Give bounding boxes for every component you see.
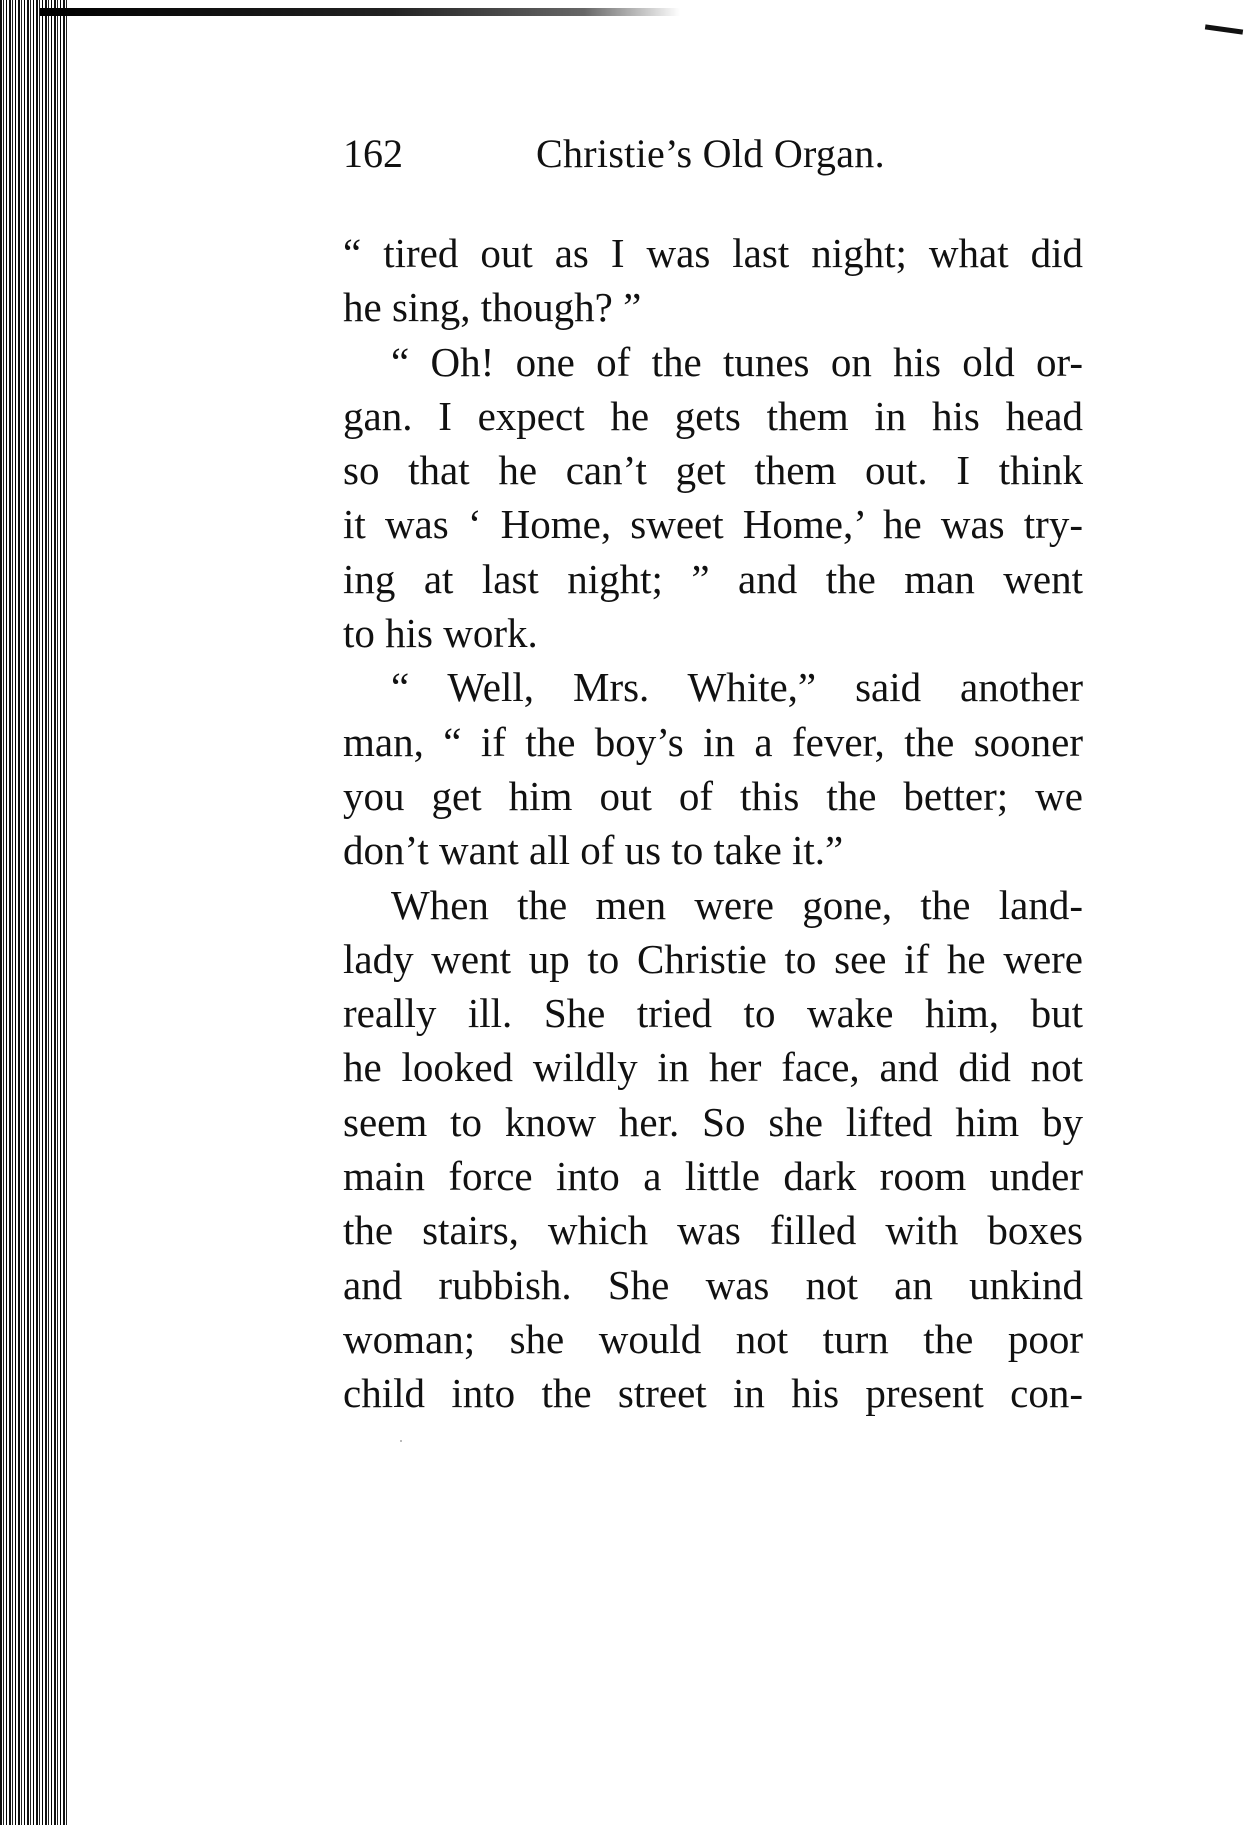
text-line: seem to know her. So she lifted him by bbox=[343, 1098, 1083, 1145]
page-header bbox=[343, 128, 1083, 188]
text-line: you get him out of this the better; we bbox=[343, 772, 1083, 819]
text-line: ing at last night; ” and the man went bbox=[343, 555, 1083, 602]
text-line: man, “ if the boy’s in a fever, the sooner bbox=[343, 718, 1083, 765]
book-binding-edge bbox=[0, 0, 72, 1825]
text-line: really ill. She tried to wake him, but bbox=[343, 990, 1083, 1037]
running-title: Christie’s Old Organ. bbox=[536, 131, 885, 176]
text-line: so that he can’t get them out. I think bbox=[343, 447, 1083, 494]
text-line: “ tired out as I was last night; what did bbox=[343, 230, 1083, 276]
text-line: to his work. bbox=[343, 610, 538, 657]
text-line: main force into a little dark room under bbox=[343, 1153, 1083, 1200]
text-line: he looked wildly in her face, and did not bbox=[343, 1044, 1083, 1091]
text-line: woman; she would not turn the poor bbox=[343, 1315, 1083, 1362]
text-line: he sing, though? ” bbox=[343, 284, 642, 331]
text-line: “ Well, Mrs. White,” said another bbox=[391, 664, 1083, 711]
text-line: don’t want all of us to take it.” bbox=[343, 827, 844, 874]
text-line: “ Oh! one of the tunes on his old or- bbox=[391, 338, 1083, 385]
text-line: the stairs, which was filled with boxes bbox=[343, 1207, 1083, 1254]
body-text bbox=[343, 226, 1083, 1421]
top-rule bbox=[40, 8, 680, 16]
text-line: it was ‘ Home, sweet Home,’ he was try- bbox=[343, 501, 1083, 548]
corner-mark bbox=[1205, 24, 1243, 34]
text-line: child into the street in his present con- bbox=[343, 1370, 1083, 1417]
paper-speck bbox=[400, 1440, 402, 1442]
text-line: and rubbish. She was not an unkind bbox=[343, 1261, 1083, 1308]
page-number: 162 bbox=[343, 131, 403, 176]
text-line: When the men were gone, the land- bbox=[391, 881, 1083, 928]
text-line: lady went up to Christie to see if he were bbox=[343, 935, 1083, 982]
text-line: gan. I expect he gets them in his head bbox=[343, 392, 1083, 439]
